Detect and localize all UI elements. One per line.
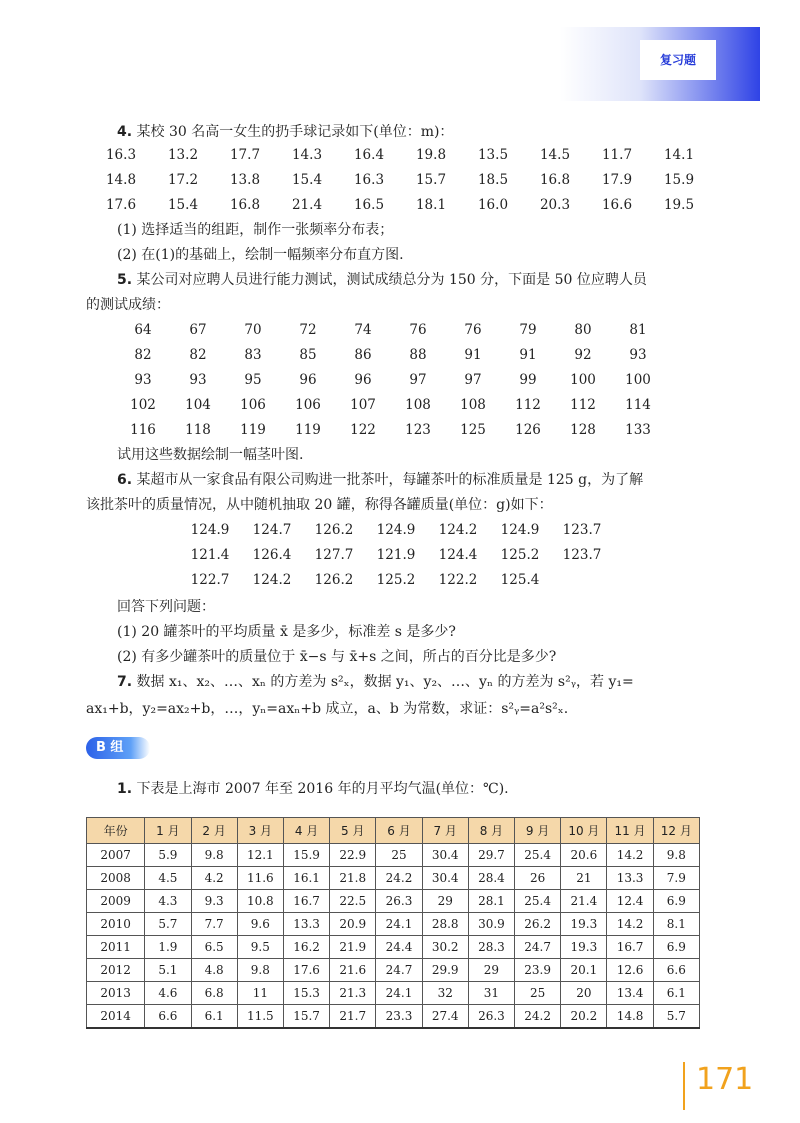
table-cell: 28.3: [468, 936, 514, 959]
group-b-label: B 组: [96, 740, 124, 755]
table-cell: 32: [422, 982, 468, 1005]
table-cell: 24.7: [376, 959, 422, 982]
table-cell: 26: [515, 867, 561, 890]
table-cell: 2013: [87, 982, 145, 1005]
table-cell: 29.7: [468, 844, 514, 867]
q6-value: 122.7: [190, 572, 230, 588]
q4-text: 某校 30 名高一女生的扔手球记录如下(单位：m)：: [136, 124, 454, 140]
table-cell: 24.2: [515, 1005, 561, 1029]
table-cell: 24.2: [376, 867, 422, 890]
table-cell: 30.2: [422, 936, 468, 959]
table-cell: 27.4: [422, 1005, 468, 1029]
q6-value: 124.2: [438, 522, 478, 538]
table-header-cell: 4 月: [283, 818, 329, 844]
table-cell: 24.4: [376, 936, 422, 959]
table-cell: 9.8: [237, 959, 283, 982]
q5-value: 102: [130, 397, 156, 413]
table-cell: 2008: [87, 867, 145, 890]
table-cell: 30.4: [422, 844, 468, 867]
q4-value: 18.5: [477, 172, 509, 188]
table-cell: 12.4: [607, 890, 653, 913]
q6-value: 125.2: [376, 572, 416, 588]
q4-value: 17.2: [167, 172, 199, 188]
b1-number: 1.: [117, 781, 133, 797]
q6-text-line2: 该批茶叶的质量情况，从中随机抽取 20 罐，称得各罐质量(单位：g)如下：: [86, 497, 553, 513]
q5-value: 80: [574, 322, 592, 338]
q5-value: 108: [460, 397, 486, 413]
q6-value: 121.4: [190, 547, 230, 563]
q4-value: 15.4: [167, 197, 199, 213]
table-cell: 20.1: [561, 959, 607, 982]
q6-value: 127.7: [314, 547, 354, 563]
q6-value: 121.9: [376, 547, 416, 563]
table-cell: 30.4: [422, 867, 468, 890]
q4-value: 15.9: [663, 172, 695, 188]
table-cell: 21: [561, 867, 607, 890]
q5-value: 79: [519, 322, 537, 338]
q5-value: 93: [629, 347, 647, 363]
table-cell: 1.9: [145, 936, 191, 959]
q5-value: 122: [350, 422, 376, 438]
table-cell: 10.8: [237, 890, 283, 913]
q5-value: 82: [189, 347, 207, 363]
table-cell: 4.3: [145, 890, 191, 913]
table-cell: 15.9: [283, 844, 329, 867]
q4-value: 15.4: [291, 172, 323, 188]
table-cell: 2011: [87, 936, 145, 959]
table-row: [87, 982, 700, 1005]
q4-number: 4.: [117, 124, 133, 140]
q5-value: 104: [185, 397, 211, 413]
q5-value: 88: [409, 347, 427, 363]
table-cell: 4.8: [191, 959, 237, 982]
table-cell: 6.9: [653, 936, 699, 959]
q4-value: 14.8: [105, 172, 137, 188]
q5-value: 118: [185, 422, 211, 438]
table-cell: 19.3: [561, 936, 607, 959]
table-cell: 20.2: [561, 1005, 607, 1029]
b1-stem: [117, 779, 509, 799]
q4-value: 20.3: [539, 197, 571, 213]
table-cell: 11: [237, 982, 283, 1005]
q5-number: 5.: [117, 272, 133, 288]
table-row: [87, 1005, 700, 1029]
table-cell: 15.3: [283, 982, 329, 1005]
table-cell: 4.6: [145, 982, 191, 1005]
q5-value: 82: [134, 347, 152, 363]
table-cell: 5.7: [145, 913, 191, 936]
q6-value: 126.4: [252, 547, 292, 563]
table-cell: 4.2: [191, 867, 237, 890]
table-cell: 29: [422, 890, 468, 913]
q6-value: 126.2: [314, 522, 354, 538]
q6-value: 125.2: [500, 547, 540, 563]
table-cell: 24.1: [376, 982, 422, 1005]
table-cell: 25: [376, 844, 422, 867]
q5-value: 114: [625, 397, 651, 413]
temperature-table: [86, 817, 700, 1029]
table-cell: 9.8: [653, 844, 699, 867]
table-cell: 24.1: [376, 913, 422, 936]
table-cell: 21.7: [330, 1005, 376, 1029]
q4-value: 14.1: [663, 147, 695, 163]
q4-sub2: (2) 在(1)的基础上，绘制一幅频率分布直方图.: [117, 247, 404, 263]
table-cell: 14.8: [607, 1005, 653, 1029]
q5-value: 100: [625, 372, 651, 388]
table-header-cell: 1 月: [145, 818, 191, 844]
q6-value: 124.9: [500, 522, 540, 538]
table-cell: 16.2: [283, 936, 329, 959]
q5-value: 119: [295, 422, 321, 438]
table-cell: 2012: [87, 959, 145, 982]
table-cell: 2009: [87, 890, 145, 913]
q5-value: 93: [189, 372, 207, 388]
q5-value: 128: [570, 422, 596, 438]
page-number: 171: [696, 1062, 754, 1097]
table-cell: 5.9: [145, 844, 191, 867]
q7-stem: [117, 672, 634, 692]
q4-value: 13.5: [477, 147, 509, 163]
table-cell: 12.1: [237, 844, 283, 867]
q5-value: 85: [299, 347, 317, 363]
table-cell: 11.6: [237, 867, 283, 890]
table-header-cell: 12 月: [653, 818, 699, 844]
table-row: [87, 959, 700, 982]
q5-value: 99: [519, 372, 537, 388]
table-cell: 17.6: [283, 959, 329, 982]
q6-prompt: 回答下列问题：: [117, 599, 215, 615]
q6-sub2: (2) 有多少罐茶叶的质量位于 x̄−s 与 x̄+s 之间，所占的百分比是多少?: [117, 649, 557, 665]
table-cell: 11.5: [237, 1005, 283, 1029]
q4-value: 16.3: [353, 172, 385, 188]
q5-value: 91: [519, 347, 537, 363]
table-cell: 30.9: [468, 913, 514, 936]
table-header-cell: 5 月: [330, 818, 376, 844]
table-cell: 21.8: [330, 867, 376, 890]
q5-value: 123: [405, 422, 431, 438]
q5-value: 97: [464, 372, 482, 388]
q4-value: 19.8: [415, 147, 447, 163]
table-row: [87, 867, 700, 890]
table-cell: 6.8: [191, 982, 237, 1005]
q4-value: 17.9: [601, 172, 633, 188]
q5-stem: [117, 270, 647, 290]
q5-value: 108: [405, 397, 431, 413]
table-cell: 14.2: [607, 844, 653, 867]
table-cell: 21.9: [330, 936, 376, 959]
table-cell: 25.4: [515, 844, 561, 867]
table-cell: 25.4: [515, 890, 561, 913]
q4-value: 16.4: [353, 147, 385, 163]
q6-value: 122.2: [438, 572, 478, 588]
q4-value: 18.1: [415, 197, 447, 213]
q4-value: 14.3: [291, 147, 323, 163]
q5-value: 95: [244, 372, 262, 388]
table-cell: 26.3: [376, 890, 422, 913]
table-header-cell: 3 月: [237, 818, 283, 844]
table-cell: 14.2: [607, 913, 653, 936]
table-cell: 9.8: [191, 844, 237, 867]
q6-sub1: (1) 20 罐茶叶的平均质量 x̄ 是多少，标准差 s 是多少?: [117, 624, 456, 640]
header-label: 复习题: [659, 53, 696, 67]
table-cell: 16.7: [283, 890, 329, 913]
table-cell: 16.7: [607, 936, 653, 959]
table-cell: 2007: [87, 844, 145, 867]
q6-text-line1: 某超市从一家食品有限公司购进一批茶叶，每罐茶叶的标准质量是 125 g，为了解: [136, 472, 644, 488]
q5-value: 106: [295, 397, 321, 413]
table-cell: 12.6: [607, 959, 653, 982]
q5-value: 107: [350, 397, 376, 413]
q6-value: 123.7: [562, 547, 602, 563]
table-cell: 7.7: [191, 913, 237, 936]
q6-value: 124.2: [252, 572, 292, 588]
q4-value: 16.8: [229, 197, 261, 213]
b1-text: 下表是上海市 2007 年至 2016 年的月平均气温(单位：℃).: [136, 781, 509, 797]
table-row: [87, 936, 700, 959]
table-cell: 13.3: [607, 867, 653, 890]
q4-value: 17.6: [105, 197, 137, 213]
table-cell: 20.9: [330, 913, 376, 936]
table-cell: 9.6: [237, 913, 283, 936]
table-cell: 2014: [87, 1005, 145, 1029]
table-cell: 6.1: [653, 982, 699, 1005]
q5-value: 97: [409, 372, 427, 388]
q4-stem: [117, 122, 453, 142]
table-cell: 29: [468, 959, 514, 982]
q5-value: 93: [134, 372, 152, 388]
table-cell: 16.1: [283, 867, 329, 890]
q4-value: 13.8: [229, 172, 261, 188]
q5-value: 83: [244, 347, 262, 363]
table-cell: 23.3: [376, 1005, 422, 1029]
table-cell: 21.6: [330, 959, 376, 982]
q4-value: 13.2: [167, 147, 199, 163]
table-cell: 8.1: [653, 913, 699, 936]
q4-value: 14.5: [539, 147, 571, 163]
q6-value: 124.9: [190, 522, 230, 538]
q4-value: 19.5: [663, 197, 695, 213]
q5-text-line2: 的测试成绩：: [86, 297, 170, 313]
table-cell: 9.5: [237, 936, 283, 959]
q5-value: 100: [570, 372, 596, 388]
q5-value: 91: [464, 347, 482, 363]
table-cell: 26.3: [468, 1005, 514, 1029]
table-cell: 6.6: [145, 1005, 191, 1029]
table-cell: 22.9: [330, 844, 376, 867]
table-header-cell: 年份: [87, 818, 145, 844]
table-cell: 20.6: [561, 844, 607, 867]
q7-number: 7.: [117, 674, 133, 690]
q5-instruction: 试用这些数据绘制一幅茎叶图.: [117, 447, 304, 463]
q5-value: 119: [240, 422, 266, 438]
table-cell: 9.3: [191, 890, 237, 913]
table-cell: 21.4: [561, 890, 607, 913]
q5-value: 126: [515, 422, 541, 438]
q6-value: 124.4: [438, 547, 478, 563]
q4-sub1: (1) 选择适当的组距，制作一张频率分布表；: [117, 222, 394, 238]
table-row: [87, 890, 700, 913]
q5-value: 86: [354, 347, 372, 363]
q5-value: 76: [409, 322, 427, 338]
table-cell: 6.6: [653, 959, 699, 982]
table-cell: 28.4: [468, 867, 514, 890]
q6-stem: [117, 470, 643, 490]
q5-value: 76: [464, 322, 482, 338]
q4-value: 16.8: [539, 172, 571, 188]
q6-value: 124.9: [376, 522, 416, 538]
table-cell: 2010: [87, 913, 145, 936]
q5-value: 96: [354, 372, 372, 388]
q5-value: 133: [625, 422, 651, 438]
q5-value: 112: [515, 397, 541, 413]
q4-value: 16.6: [601, 197, 633, 213]
table-cell: 5.7: [653, 1005, 699, 1029]
table-cell: 6.9: [653, 890, 699, 913]
table-header-cell: 9 月: [515, 818, 561, 844]
q7-line1: 数据 x₁、x₂、…、xₙ 的方差为 s²ₓ，数据 y₁、y₂、…、yₙ 的方差为 s²ᵧ，若 y₁=: [136, 674, 634, 690]
table-cell: 21.3: [330, 982, 376, 1005]
table-header-cell: 7 月: [422, 818, 468, 844]
q5-value: 74: [354, 322, 372, 338]
table-row: [87, 844, 700, 867]
q4-value: 16.0: [477, 197, 509, 213]
table-cell: 13.4: [607, 982, 653, 1005]
table-cell: 19.3: [561, 913, 607, 936]
table-header-row: [87, 818, 700, 844]
q6-value: 126.2: [314, 572, 354, 588]
table-cell: 24.7: [515, 936, 561, 959]
q5-value: 96: [299, 372, 317, 388]
q6-value: 125.4: [500, 572, 540, 588]
q6-value: 124.7: [252, 522, 292, 538]
table-header-cell: 8 月: [468, 818, 514, 844]
table-row: [87, 913, 700, 936]
table-cell: 25: [515, 982, 561, 1005]
table-cell: 20: [561, 982, 607, 1005]
table-header-cell: 2 月: [191, 818, 237, 844]
table-cell: 29.9: [422, 959, 468, 982]
q5-value: 116: [130, 422, 156, 438]
q5-value: 125: [460, 422, 486, 438]
table-cell: 5.1: [145, 959, 191, 982]
page-number-rule: [683, 1062, 685, 1110]
table-header-cell: 11 月: [607, 818, 653, 844]
table-cell: 26.2: [515, 913, 561, 936]
q5-value: 106: [240, 397, 266, 413]
table-cell: 6.1: [191, 1005, 237, 1029]
q4-value: 17.7: [229, 147, 261, 163]
q4-value: 21.4: [291, 197, 323, 213]
q5-value: 81: [629, 322, 647, 338]
table-cell: 22.5: [330, 890, 376, 913]
q6-value: 123.7: [562, 522, 602, 538]
q5-value: 64: [134, 322, 152, 338]
table-header-cell: 10 月: [561, 818, 607, 844]
q6-number: 6.: [117, 472, 133, 488]
q7-line2: ax₁+b，y₂=ax₂+b，…，yₙ=axₙ+b 成立，a、b 为常数，求证：s²ᵧ=a²s²ₓ.: [86, 701, 569, 717]
table-cell: 7.9: [653, 867, 699, 890]
q5-value: 112: [570, 397, 596, 413]
q4-value: 16.3: [105, 147, 137, 163]
table-header-cell: 6 月: [376, 818, 422, 844]
q4-value: 11.7: [601, 147, 633, 163]
table-cell: 4.5: [145, 867, 191, 890]
q4-value: 15.7: [415, 172, 447, 188]
q5-value: 70: [244, 322, 262, 338]
table-cell: 28.8: [422, 913, 468, 936]
table-cell: 15.7: [283, 1005, 329, 1029]
q4-value: 16.5: [353, 197, 385, 213]
table-cell: 28.1: [468, 890, 514, 913]
q5-value: 72: [299, 322, 317, 338]
table-cell: 13.3: [283, 913, 329, 936]
q5-text-line1: 某公司对应聘人员进行能力测试，测试成绩总分为 150 分，下面是 50 位应聘人员: [136, 272, 647, 288]
table-cell: 6.5: [191, 936, 237, 959]
table-cell: 23.9: [515, 959, 561, 982]
q5-value: 92: [574, 347, 592, 363]
q5-value: 67: [189, 322, 207, 338]
table-cell: 31: [468, 982, 514, 1005]
